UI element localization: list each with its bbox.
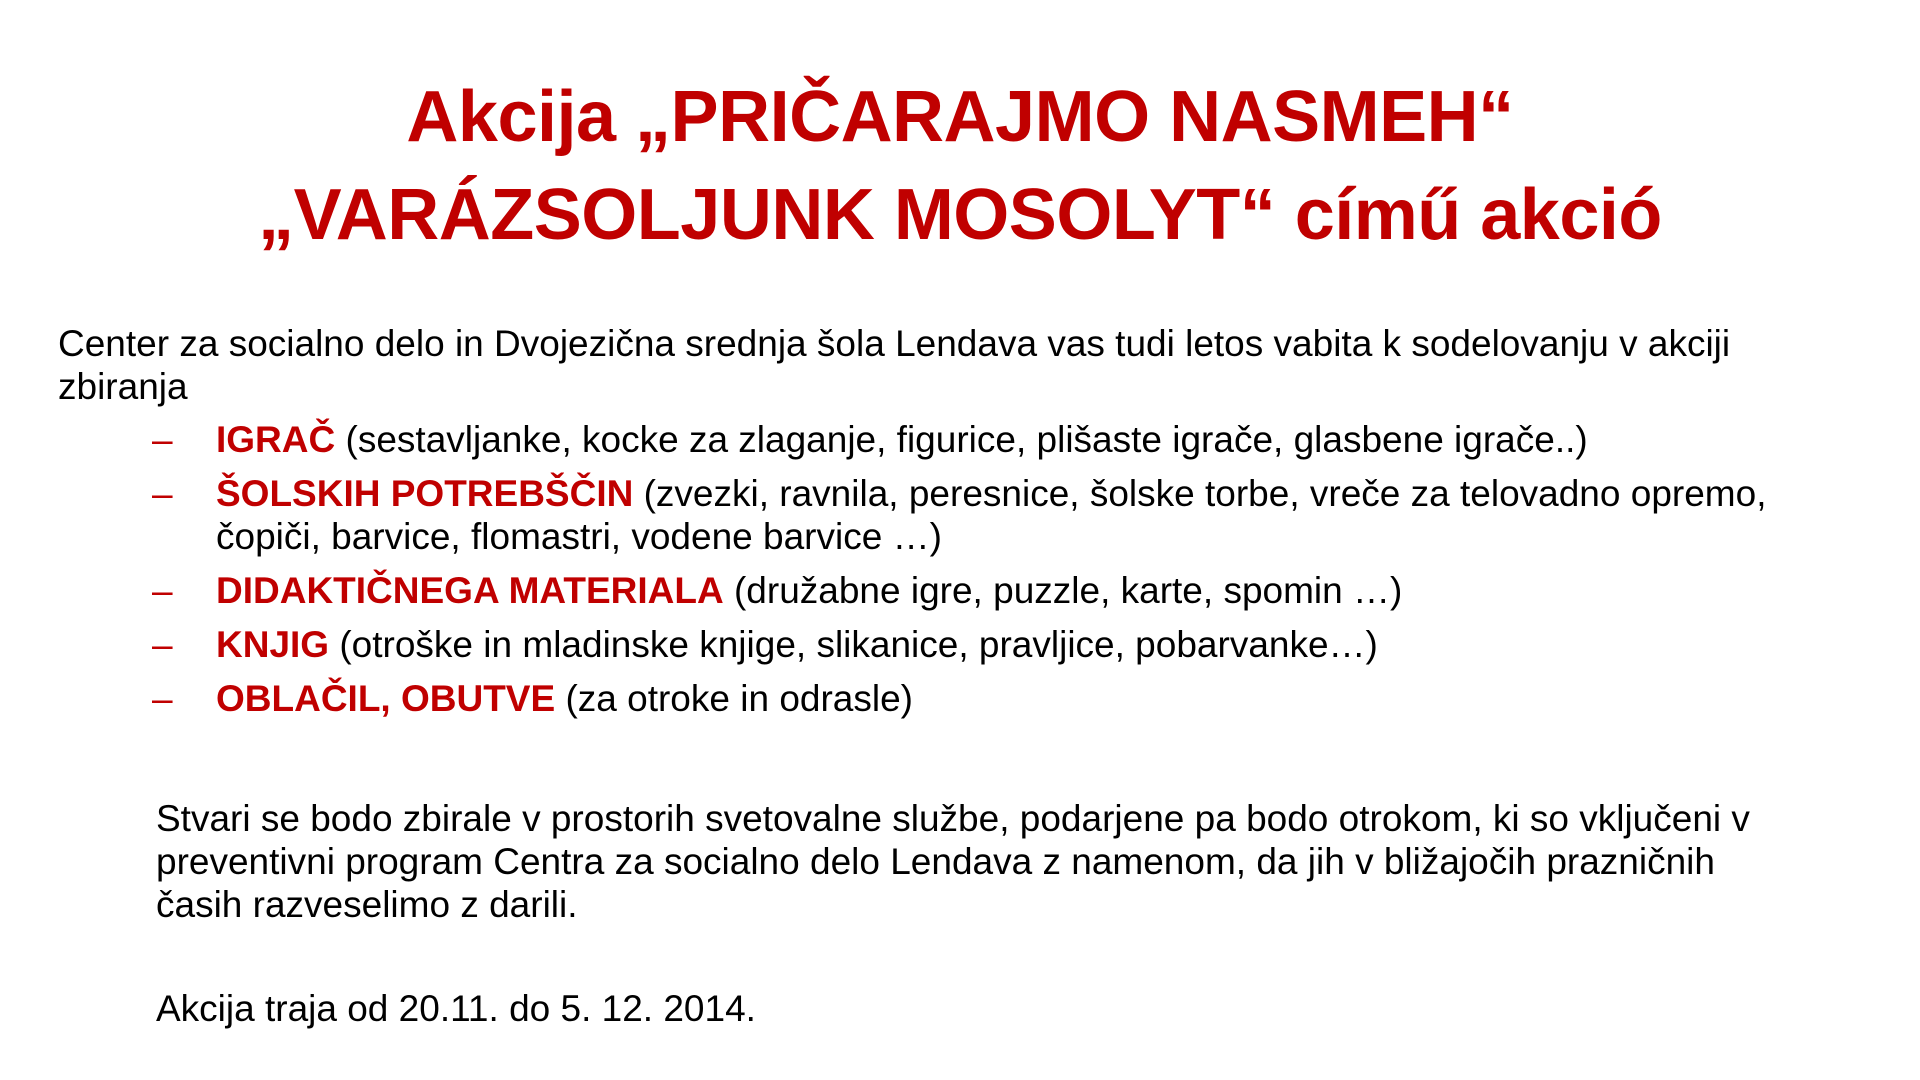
dash-bullet: – [152,473,173,514]
item-detail: (zvezki, ravnila, peresnice, šolske torbe, vreče za telovadno opremo, čopiči, barvice, flomastri, vodene barvice …) [216,473,1767,557]
collection-items-list [152,418,1792,731]
item-keyword: KNJIG [216,624,330,665]
intro-text: Center za socialno delo in Dvojezična srednja šola Lendava vas tudi letos vabita k sodelovanju v akciji zbiranja [58,323,1731,407]
title-line-1: Akcija „PRIČARAJMO NASMEH“ [406,77,1514,157]
collection-info-paragraph: Stvari se bodo zbirale v prostorih svetovalne službe, podarjene pa bodo otrokom, ki so vključeni v preventivni program Centra za socialno delo Lendava z namenom, da jih v bližajočih prazničnih časih razveselimo z darili. [156,798,1750,925]
dash-bullet: – [152,419,173,460]
item-detail: (za otroke in odrasle) [555,678,913,719]
item-keyword: ŠOLSKIH POTREBŠČIN [216,473,634,514]
list-item-didactic-material [152,569,1792,612]
page-title [0,68,1920,264]
item-keyword: OBLAČIL, OBUTVE [216,678,556,719]
item-detail: (družabne igre, puzzle, karte, spomin …) [723,570,1403,611]
title-line-2: „VARÁZSOLJUNK MOSOLYT“ című akció [258,175,1662,255]
list-item-school-supplies [152,472,1792,558]
item-keyword: DIDAKTIČNEGA MATERIALA [216,570,724,611]
list-item-toys [152,418,1792,461]
item-detail: (otroške in mladinske knjige, slikanice, pravljice, pobarvanke…) [329,624,1378,665]
dash-bullet: – [152,570,173,611]
item-detail: (sestavljanke, kocke za zlaganje, figurice, plišaste igrače, glasbene igrače..) [335,419,1588,460]
campaign-dates-paragraph: Akcija traja od 20.11. do 5. 12. 2014. [156,988,756,1029]
item-keyword: IGRAČ [216,419,336,460]
list-item-clothing [152,677,1792,720]
dash-bullet: – [152,678,173,719]
dash-bullet: – [152,624,173,665]
list-item-books [152,623,1792,666]
